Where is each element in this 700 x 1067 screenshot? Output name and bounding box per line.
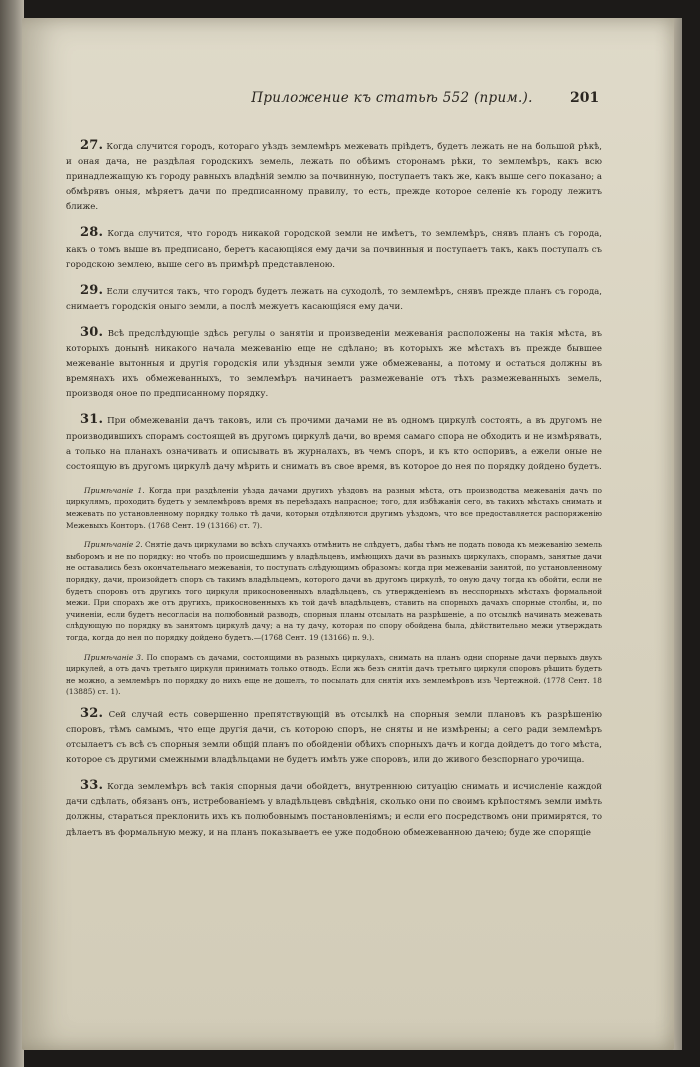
book-spine — [0, 0, 24, 1067]
paragraph-number: 33. — [80, 778, 104, 794]
paragraph-number: 29. — [80, 282, 104, 298]
paragraph-text: Когда случится городъ, котораго уѣздъ землемѣръ межевать пріѣдетъ, будетъ лежать не на большой рѣкѣ, и оная дача, не раздѣлая городскихъ земель, лежать по обѣимъ сторонамъ рѣки, то землемѣръ, какъ всю принадлежащую къ городу равныхъ владѣній землю за почвинную, поступаетъ такъ же, какъ выше сего показано; а обмѣрявъ оныя, мѣряетъ дачи по предписанному правилу, то есть, прежде которое селеніе къ городу лежитъ ближе. — [66, 142, 602, 213]
book-page — [22, 18, 674, 1050]
page-number: 201 — [570, 90, 600, 106]
note-3 — [66, 652, 602, 698]
paragraph-31 — [66, 412, 602, 474]
paragraph-32 — [66, 706, 602, 768]
paragraph-27 — [66, 138, 602, 215]
paragraph-text: Когда случится, что городъ никакой городской земли не имѣетъ, то землемѣръ, снявъ планъ съ города, какъ о томъ выше въ предписано, беретъ касающіяся ему дачи за почвинныя и поступаетъ такъ, какъ поступалъ съ городскою землею, выше сего въ примѣрѣ представленою. — [66, 229, 602, 270]
note-label: Примѣчаніе 3. — [84, 652, 144, 662]
paragraph-number: 31. — [80, 412, 104, 428]
paragraph-number: 30. — [80, 324, 104, 340]
paragraph-29 — [66, 283, 602, 315]
note-text: По спорамъ съ дачами, состоящими въ разныхъ циркулахъ, снимать на планъ одни спорные дачи первыхъ двухъ циркулей, а отъ дачъ третьяго циркуля принимать только отводъ. Если жъ безъ снятія дачъ третьяго циркуля споровъ рѣшить будетъ не можно, а землемѣръ по порядку до нихъ еще не дошелъ, то посылать для снятія ихъ землемѣровъ изъ Чертежной. (1778 Сент. 18 (13885) ст. 1). — [66, 652, 602, 697]
paragraph-number: 32. — [80, 705, 104, 721]
note-text: Снятіе дачъ циркулами во всѣхъ случаяхъ отмѣнить не слѣдуетъ, дабы тѣмъ не подать повода къ межеванію земель выборомъ и не по порядку: но чтобъ по происшедшимъ у владѣльцевъ, имѣющихъ дачи въ разныхъ циркулахъ, спорамъ, занятые дачи не оставались безъ окончательнаго межеванія, то поступать слѣдующимъ образомъ: когда при межеваніи занятой, по установленному порядку, дачи, произойдетъ споръ съ такимъ владѣльцемъ, которого дачи въ другомъ циркулѣ, то оную дачу тогда къ обойти, если не будетъ споровъ отъ другихъ того циркуля прикосновенныхъ владѣльцевъ, съ утвержденіемъ въ несспорныхъ мѣстахъ формальной межи. При спорахъ же отъ другихъ, прикосновенныхъ къ той дачѣ владѣльцевъ, ставить на спорныхъ дачахъ спорные столбы, и, по учиненіи, если будетъ несогласія на полюбовный разводъ, спорныя планы отсылать на разрѣшеніе, а по отсылкѣ начинать межевать слѣдующую по порядку въ занятомъ циркулѣ дачу; а на ту дачу, которая по спору обойдена была, дѣйствительно межи утверждать тогда, когда до нея по порядку дойдено будетъ.—(1768 Сент. 19 (13166) п. 9.). — [66, 540, 602, 642]
note-label: Примѣчаніе 2. — [84, 540, 143, 550]
paragraph-text: Всѣ предслѣдующіе здѣсь регулы о занятіи и произведеніи межеванія расположены на такія мѣста, въ которыхъ донынѣ никакого начала межеванію еще не сдѣлано; въ которыхъ же мѣстахъ въ прежде бывшее межеваніе вытонныя и другія городскія или уѣздныя земли уже обмежеваны, а потому и остаться должны въ времянахъ ихъ обмежеванныхъ, то землемѣръ начинаетъ размежеваніе отъ тѣхъ размежеванныхъ земель, производя оное по предписанному порядку. — [66, 328, 602, 400]
running-title: Приложение къ статьѣ 552 (прим.). — [251, 90, 533, 106]
paragraph-text: При обмежеваніи дачъ таковъ, или съ прочими дачами не въ одномъ циркулѣ состоять, а въ другомъ не производившихъ спорамъ состоящей въ другомъ циркулѣ дачи, во время самаго спора не обходить и не измѣрявать, а только на планахъ означивать и описывать въ журналахъ, въ чемъ споръ, и къ кто оспоривъ, а ежели оные не состоящую въ другомъ циркулѣ дачу мѣрить и снимать въ свое время, въ которое до нея по порядку дойдено будетъ. — [66, 416, 603, 472]
note-1 — [66, 485, 602, 531]
paragraph-28 — [66, 225, 602, 272]
note-2 — [66, 539, 602, 643]
paragraph-number: 27. — [80, 138, 104, 153]
paragraph-text: Когда землемѣръ всѣ такія спорныя дачи обойдетъ, внутреннюю ситуацію снимать и исчисленіе каждой дачи сдѣлать, обязанъ онъ, истребованіемъ у владѣльцевъ свѣдѣнія, сколько они по своимъ крѣпостямъ земли имѣть должны, стараться преклонить ихъ къ полюбовнымъ постановленіямъ; и если его посредствомъ они примирятся, то дѣлаетъ въ формальную межу, и на планъ показываетъ ее уже подобною обмежеванною дачею; буде же спорящіе — [66, 782, 603, 838]
paragraph-33 — [66, 778, 602, 840]
note-text: Когда при раздѣленіи уѣзда дачами другихъ уѣздовъ на разныя мѣста, отъ производства межеванія дачъ по циркулямъ, проходить будетъ у землемѣровъ время въ переѣздахъ напрасное; того, для избѣжанія сего, въ такихъ мѣстахъ снимать и межевать по установленному порядку только тѣ дачи, которыя отдѣляются другимъ уѣздомъ, что все предоставляется распоряженію Межевыхъ Конторъ. (1768 Сент. 19 (13166) ст. 7). — [66, 485, 602, 530]
paragraph-30 — [66, 325, 602, 402]
paragraph-number: 28. — [80, 225, 104, 241]
paragraph-text: Сей случай есть совершенно препятствующій въ отсылкѣ на спорныя земли плановъ къ разрѣшенію споровъ, тѣмъ самымъ, что еще другія дачи, съ которою споръ, не сняты и не измѣрены; а сего ради землемѣръ отсылаетъ съ всѣ съ спорныя земли общій планъ по обойденіи обѣихъ спорныхъ дачъ и когда дойдетъ до того мѣста, которое съ другими смежными владѣльцами не будетъ имѣть уже споровъ, или до живого безспорнаго урочища. — [66, 709, 602, 766]
page-body — [66, 138, 602, 851]
note-label: Примѣчаніе 1. — [84, 485, 145, 495]
paragraph-text: Если случится такъ, что городъ будетъ лежать на суходолѣ, то землемѣръ, снявъ прежде планъ съ города, снимаетъ городскія оныго земли, а послѣ межуетъ касающіяся ему дачи. — [66, 286, 602, 312]
